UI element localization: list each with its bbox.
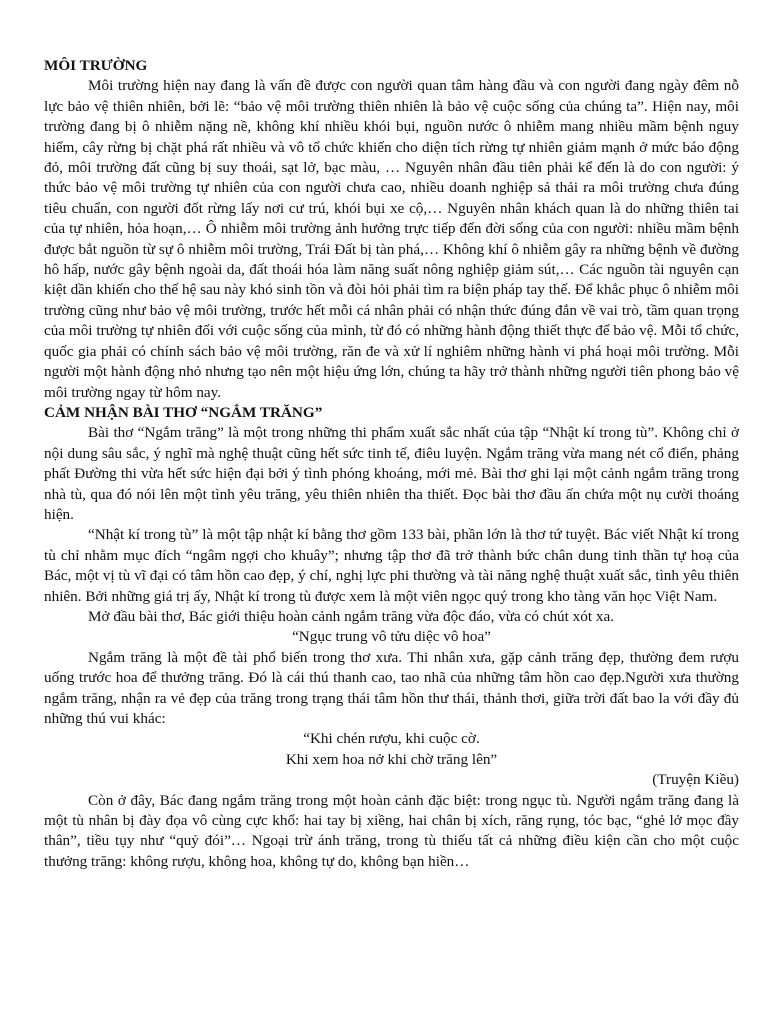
section-heading-moi-truong: MÔI TRƯỜNG [44,57,148,74]
paragraph-de-tai: Ngắm trăng là một đề tài phổ biến trong thơ xưa. Thi nhân xưa, gặp cảnh trăng đẹp, thường đem rượu uống trước hoa để thưởng trăng. Đó là cái thú thanh cao, tao nhã của những tâm hồn cao đẹp.Người xưa thường ngắm trăng, nhận ra vẻ đẹp của trăng trong trạng thái tâm hồn thư thái, thảnh thơi, giữa trời đất bao la với đầy đủ những thú vui khác: [44,648,739,727]
poem-quote-line: “Ngục trung vô tửu diệc vô hoa” [292,628,491,646]
quote-attribution: (Truyện Kiều) [652,771,739,789]
poem-quote-line: “Khi chén rượu, khi cuộc cờ. [303,730,480,748]
section-heading-ngam-trang: CẢM NHẬN BÀI THƠ “NGẮM TRĂNG” [44,403,323,421]
poem-quote-line: Khi xem hoa nở khi chờ trăng lên” [285,750,498,768]
paragraph-moi-truong: Môi trường hiện nay đang là vấn đề được con người quan tâm hàng đầu và con người đang ngày đêm nỗ lực bảo vệ thiên nhiên, bởi lẽ: “bảo vệ môi trường thiên nhiên là bảo vệ cuộc sống của chúng ta”. Hiện nay, môi trường đang bị ô nhiễm nặng nề, không khí nhiều khói bụi, nguồn nước ô nhiễm mang nhiều mầm bệnh nguy hiểm, cây rừng bị chặt phá rất nhiều và vô tổ chức khiến cho diện tích rừng tự nhiên giảm mạnh ở mức báo động đỏ, môi trường đất cũng bị suy thoái, sạt lở, bạc màu, … Nguyên nhân đầu tiên phải kể đến là do con người: ý thức bảo vệ môi trường tự nhiên của con người chưa cao, nhiều doanh nghiệp sả thải ra môi trường chưa đúng tiêu chuẩn, con người đốt rừng lấy nơi cư trú, khói bụi xe cộ,… Nguyên nhân khách quan là do những thiên tai của tự nhiên, hỏa hoạn,… Ô nhiễm môi trường ảnh hưởng trực tiếp đến đời sống của con người: nhiều mầm bệnh được bắt nguồn từ sự ô nhiễm môi trường, Trái Đất bị tàn phá,… Không khí ô nhiễm gây ra những bệnh về đường hô hấp, nước gây bệnh ngoài da, đất thoái hóa làm năng suất nông nghiệp giảm sút,… Các nguồn tài nguyên cạn kiệt dần khiến cho thế hệ sau này khó sinh tồn và đòi hỏi phải tìm ra biện pháp tay thế. Để khắc phục ô nhiễm môi trường cũng như bảo vệ môi trường, trước hết mỗi cá nhân phải có nhận thức đúng đắn về vai trò, tầm quan trọng của môi trường tự nhiên đối với cuộc sống của mình, từ đó có những hành động thiết thực để bảo vệ. Mỗi tổ chức, quốc gia phải có chính sách bảo vệ môi trường, răn đe và xử lí nghiêm những hành vi phá hoại môi trường. Mỗi người một hành động nhỏ nhưng tạo nên một hiệu ứng lớn, chúng ta hãy trở thành những người tiên phong bảo vệ môi trường ngay từ hôm nay. [44,77,739,401]
paragraph-intro: Bài thơ “Ngắm trăng” là một trong những thi phẩm xuất sắc nhất của tập “Nhật kí trong tù”. Không chỉ ở nội dung sâu sắc, ý nghĩ mà nghệ thuật cũng hết sức tinh tế, điêu luyện. Ngắm trăng vừa mang nét cổ điển, phảng phất Đường thi vừa hết sức hiện đại bởi ý tình phóng khoáng, mới mẻ. Bài thơ ghi lại một cảnh ngắm trăng trong nhà tù, qua đó nói lên một tình yêu trăng, yêu thiên nhiên tha thiết. Đọc bài thơ đầu ấn chứa một nụ cười thoáng hiện. [44,424,739,523]
paragraph-nhat-ki: “Nhật kí trong tù” là một tập nhật kí bằng thơ gồm 133 bài, phần lớn là thơ tứ tuyệt. Bác viết Nhật kí trong tù chỉ nhằm mục đích “ngâm ngợi cho khuây”; nhưng tập thơ đã trở thành bức chân dung tinh thần tự hoạ của Bác, một vị tù vĩ đại có tâm hồn cao đẹp, ý chí, nghị lực phi thường và tài năng nghệ thuật xuất sắc, tình yêu thiên nhiên. Bởi những giá trị ấy, Nhật kí trong tù được xem là một viên ngọc quý trong kho tàng văn học Việt Nam. [44,526,739,605]
paragraph-hoan-canh: Còn ở đây, Bác đang ngắm trăng trong một hoàn cảnh đặc biệt: trong ngục tù. Người ngắm trăng đang là một tù nhân bị đày đọa vô cùng cực khổ: hai tay bị xiềng, hai chân bị xích, răng rụng, tóc bạc, “ghẻ lở mọc đầy thân”, tiều tụy như “quỷ đói”… Ngoại trừ ánh trăng, trong tù thiếu tất cả những điều kiện cần cho một cuộc thưởng trăng: không rượu, không hoa, không tự do, không bạn hiền… [44,791,739,870]
paragraph-mo-dau: Mở đầu bài thơ, Bác giới thiệu hoàn cảnh ngắm trăng vừa độc đáo, vừa có chút xót xa. [88,607,614,625]
